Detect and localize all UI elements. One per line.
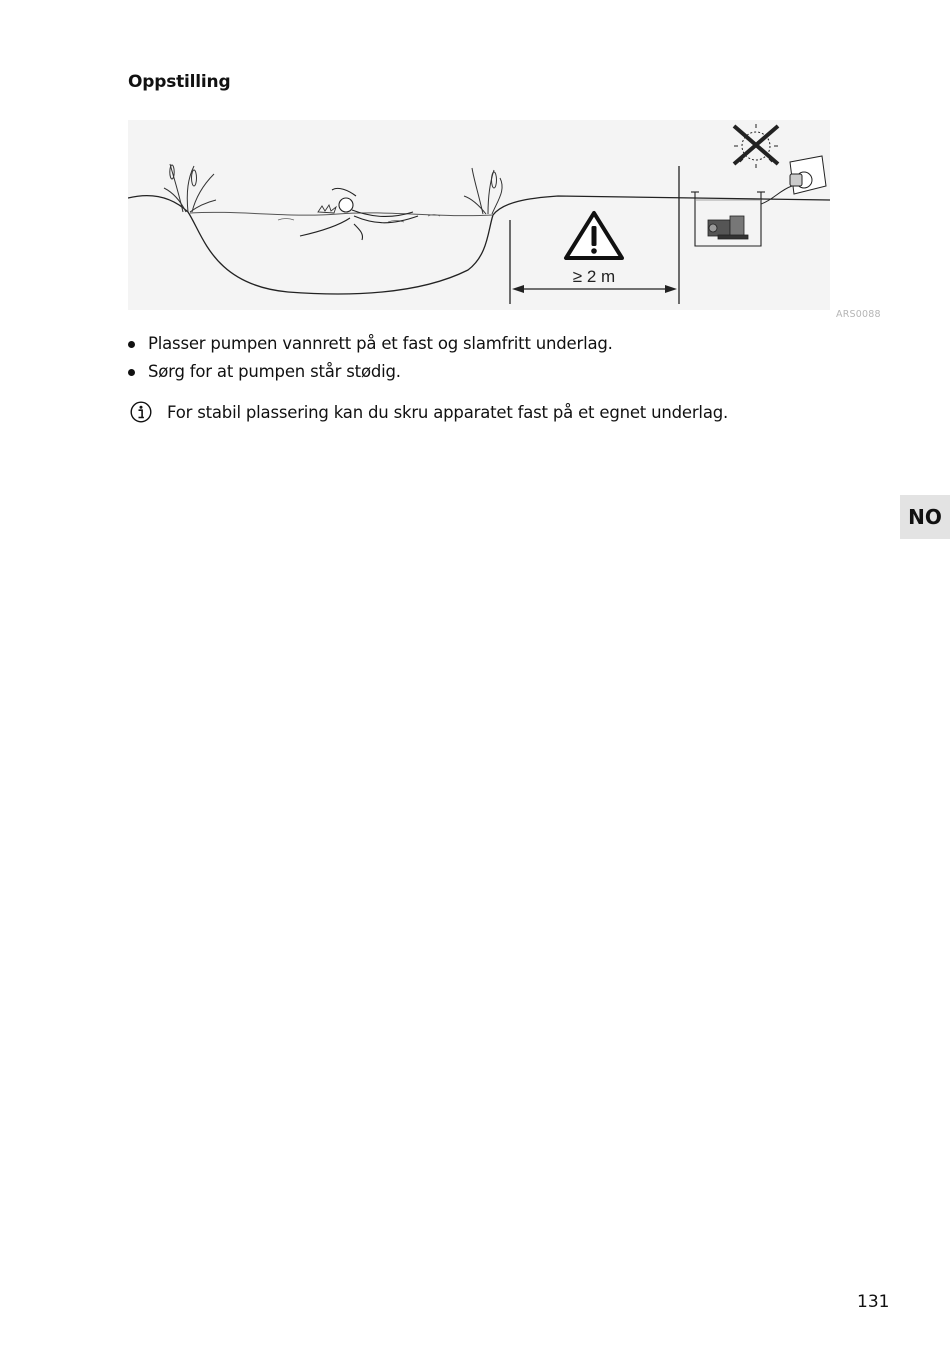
list-item: [128, 330, 613, 358]
list-item: [128, 358, 613, 386]
info-icon: [130, 401, 152, 423]
distance-label: ≥ 2 m: [572, 267, 616, 286]
note-text: For stabil plassering kan du skru apparatet fast på et egnet underlag.: [167, 402, 729, 422]
figure-code: ARS0088: [836, 309, 881, 320]
instruction-list: [128, 330, 613, 386]
list-item-text: Plasser pumpen vannrett på et fast og slamfritt underlag.: [148, 334, 613, 353]
list-item-text: Sørg for at pumpen står stødig.: [148, 362, 401, 381]
info-note: [130, 401, 728, 423]
bullet-icon: [128, 341, 135, 348]
page-number: 131: [857, 1292, 890, 1312]
section-heading: Oppstilling: [128, 72, 231, 92]
setup-illustration: [128, 120, 830, 310]
language-tab: NO: [900, 495, 950, 539]
bullet-icon: [128, 369, 135, 376]
